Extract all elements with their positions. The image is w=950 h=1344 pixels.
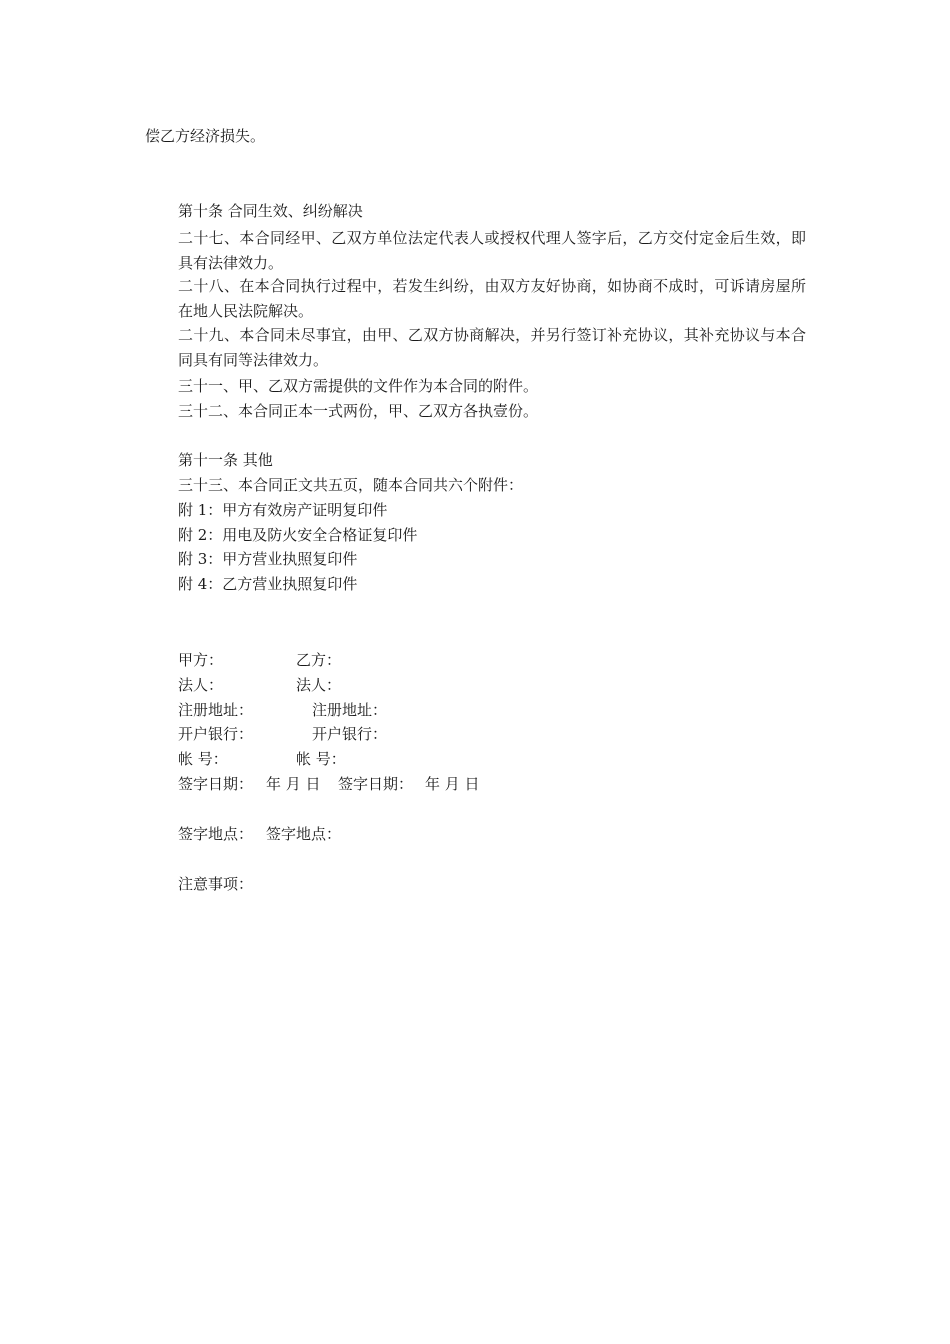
article-11-heading: 第十一条 其他 (178, 451, 273, 469)
legal-b-label: 法人： (296, 676, 342, 694)
clause-27-text: 二十七、本合同经甲、乙双方单位法定代表人或授权代理人签字后，乙方交付定金后生效，即具有法律效力。 (178, 229, 806, 272)
date-b-label: 签字日期： (338, 775, 414, 793)
clause-28-text: 二十八、在本合同执行过程中，若发生纠纷，由双方友好协商，如协商不成时，可诉请房屋所在地人民法院解决。 (178, 277, 806, 320)
date-a-value: 年 月 日 (266, 775, 321, 793)
address-a-label: 注册地址： (178, 701, 254, 719)
attachment-2: 附 2：用电及防火安全合格证复印件 (178, 526, 418, 544)
party-a-label: 甲方： (178, 651, 224, 669)
legal-a-label: 法人： (178, 676, 224, 694)
clause-31: 三十一、甲、乙双方需提供的文件作为本合同的附件。 (178, 377, 539, 395)
account-a-label: 帐 号： (178, 750, 228, 768)
attachment-4: 附 4：乙方营业执照复印件 (178, 575, 358, 593)
date-a-label: 签字日期： (178, 775, 254, 793)
continuation-text: 偿乙方经济损失。 (145, 127, 266, 145)
clause-29 (145, 323, 806, 373)
bank-a-label: 开户银行： (178, 725, 254, 743)
article-10-heading: 第十条 合同生效、纠纷解决 (178, 202, 363, 220)
clause-33: 三十三、本合同正文共五页，随本合同共六个附件： (178, 476, 524, 494)
bank-b-label: 开户银行： (312, 725, 388, 743)
clause-32: 三十二、本合同正本一式两份，甲、乙双方各执壹份。 (178, 402, 539, 420)
notes-label: 注意事项： (178, 875, 254, 893)
attachment-3: 附 3：甲方营业执照复印件 (178, 550, 358, 568)
place-a-label: 签字地点： (178, 825, 254, 843)
party-b-label: 乙方： (296, 651, 342, 669)
attachment-1: 附 1：甲方有效房产证明复印件 (178, 501, 388, 519)
place-b-label: 签字地点： (266, 825, 342, 843)
address-b-label: 注册地址： (312, 701, 388, 719)
clause-27 (145, 226, 806, 276)
clause-28 (145, 274, 806, 324)
clause-29-text: 二十九、本合同未尽事宜，由甲、乙双方协商解决，并另行签订补充协议，其补充协议与本合同具有同等法律效力。 (178, 326, 806, 369)
date-b-value: 年 月 日 (425, 775, 480, 793)
account-b-label: 帐 号： (296, 750, 346, 768)
